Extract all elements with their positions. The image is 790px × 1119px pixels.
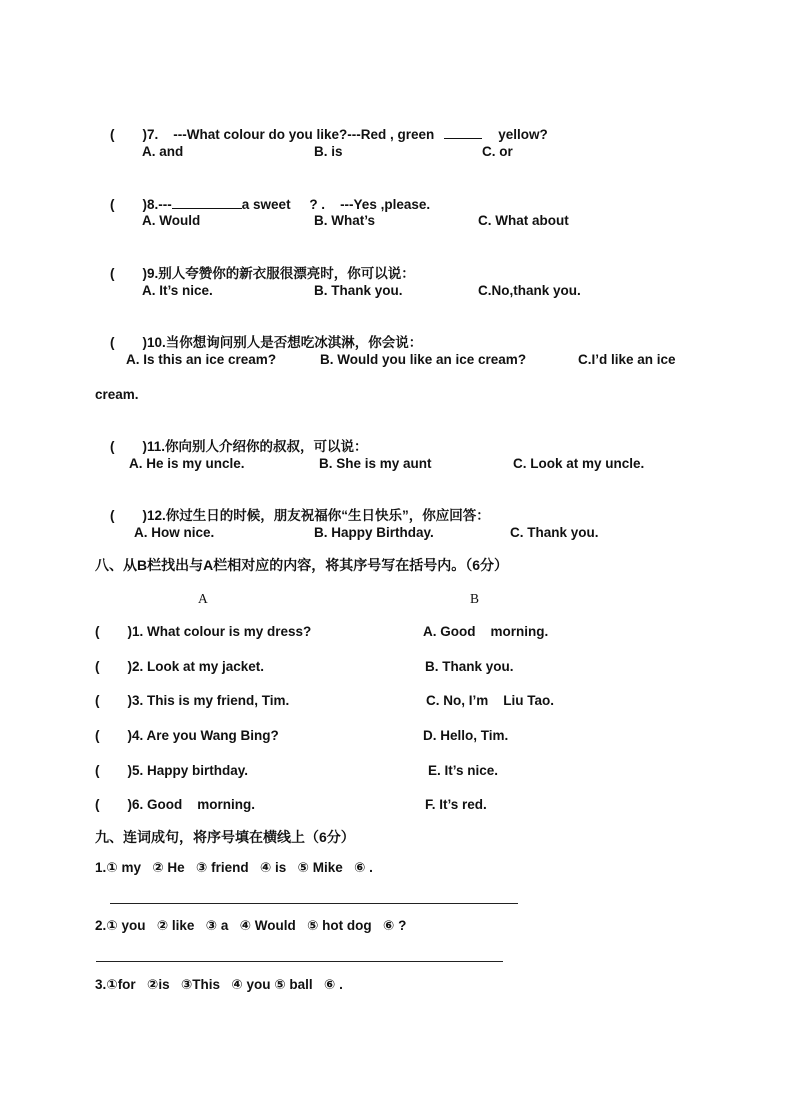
- option-c[interactable]: C.I’d like an ice: [578, 352, 676, 367]
- question-text: ---: [158, 197, 172, 212]
- sentence-item-1: 1.① my ② He ③ friend ④ is ⑤ Mike ⑥ .: [95, 860, 373, 875]
- match-b-text: F. It’s red.: [425, 797, 487, 812]
- option-a[interactable]: A. Would: [142, 213, 201, 228]
- answer-paren[interactable]: (: [110, 508, 115, 523]
- answer-paren[interactable]: (: [95, 624, 100, 639]
- match-row-4: [95, 727, 279, 745]
- option-a[interactable]: A. How nice.: [134, 525, 215, 540]
- match-b-text: C. No, I’m Liu Tao.: [426, 693, 554, 708]
- option-a[interactable]: A. Is this an ice cream?: [126, 352, 277, 367]
- column-a-header: A: [198, 591, 208, 606]
- match-a-text: )4. Are you Wang Bing?: [127, 728, 279, 743]
- answer-paren[interactable]: (: [95, 797, 100, 812]
- match-b-text: A. Good morning.: [423, 624, 549, 639]
- option-c[interactable]: C. Look at my uncle.: [513, 456, 645, 471]
- option-b[interactable]: B. is: [314, 144, 343, 159]
- option-c[interactable]: C.No,thank you.: [478, 283, 581, 298]
- answer-paren[interactable]: (: [110, 127, 115, 142]
- match-row-2: [95, 658, 264, 676]
- question-text: 当你想询问别人是否想吃冰淇淋，你会说：: [165, 335, 423, 350]
- match-b-text: D. Hello, Tim.: [423, 728, 509, 743]
- question-text-end: yellow?: [498, 127, 548, 142]
- match-row-1: [95, 623, 311, 641]
- answer-paren[interactable]: (: [110, 439, 115, 454]
- match-row-5: [95, 762, 248, 780]
- answer-paren[interactable]: (: [110, 197, 115, 212]
- question-number: )8.: [142, 197, 159, 212]
- question-number: )10.: [142, 335, 166, 350]
- answer-blank[interactable]: [444, 126, 482, 139]
- match-b-text: E. It’s nice.: [428, 763, 499, 778]
- answer-line-1[interactable]: [110, 903, 518, 904]
- option-c[interactable]: C. What about: [478, 213, 569, 228]
- option-a[interactable]: A. It’s nice.: [142, 283, 213, 298]
- answer-paren[interactable]: (: [95, 693, 100, 708]
- option-b[interactable]: B. Would you like an ice cream?: [320, 352, 527, 367]
- sentence-item-3: 3.①for ②is ③This ④ you ⑤ ball ⑥ .: [95, 977, 343, 992]
- question-text: 你向别人介绍你的叔叔，可以说：: [165, 439, 368, 454]
- match-a-text: )5. Happy birthday.: [127, 763, 249, 778]
- question-text: ---What colour do you like?---Red , green: [173, 127, 435, 142]
- match-a-text: )3. This is my friend, Tim.: [127, 693, 290, 708]
- option-a[interactable]: A. and: [142, 144, 184, 159]
- answer-paren[interactable]: (: [110, 335, 115, 350]
- section-9-title: 九、连词成句，将序号填在横线上（6分）: [95, 829, 355, 845]
- column-b-header: B: [470, 591, 480, 606]
- section-8-title: 八、从B栏找出与A栏相对应的内容，将其序号写在括号内。（6分）: [95, 557, 509, 573]
- match-a-text: )2. Look at my jacket.: [127, 659, 265, 674]
- answer-paren[interactable]: (: [95, 659, 100, 674]
- match-row-6: [95, 796, 255, 814]
- match-a-text: )6. Good morning.: [127, 797, 255, 812]
- question-text: 你过生日的时候，朋友祝福你“生日快乐”，你应回答：: [165, 508, 490, 523]
- answer-paren[interactable]: (: [95, 728, 100, 743]
- match-row-3: [95, 692, 289, 710]
- question-number: )9.: [142, 266, 159, 281]
- question-number: )7.: [142, 127, 159, 142]
- sentence-item-2: 2.① you ② like ③ a ④ Would ⑤ hot dog ⑥ ?: [95, 918, 407, 933]
- option-b[interactable]: B. What’s: [314, 213, 376, 228]
- answer-line-2[interactable]: [96, 961, 503, 962]
- question-text-end: a sweet ? . ---Yes ,please.: [241, 197, 431, 212]
- answer-paren[interactable]: (: [95, 763, 100, 778]
- answer-blank[interactable]: [172, 196, 242, 209]
- question-number: )11.: [142, 439, 166, 454]
- option-b[interactable]: B. Happy Birthday.: [314, 525, 434, 540]
- option-c[interactable]: C. Thank you.: [510, 525, 599, 540]
- option-b[interactable]: B. She is my aunt: [319, 456, 432, 471]
- match-a-text: )1. What colour is my dress?: [127, 624, 312, 639]
- option-c[interactable]: C. or: [482, 144, 513, 159]
- option-b[interactable]: B. Thank you.: [314, 283, 403, 298]
- option-c-wrap: cream.: [95, 387, 139, 402]
- option-a[interactable]: A. He is my uncle.: [129, 456, 245, 471]
- answer-paren[interactable]: (: [110, 266, 115, 281]
- question-number: )12.: [142, 508, 166, 523]
- question-text: 别人夸赞你的新衣服很漂亮时，你可以说：: [158, 266, 415, 281]
- match-b-text: B. Thank you.: [425, 659, 514, 674]
